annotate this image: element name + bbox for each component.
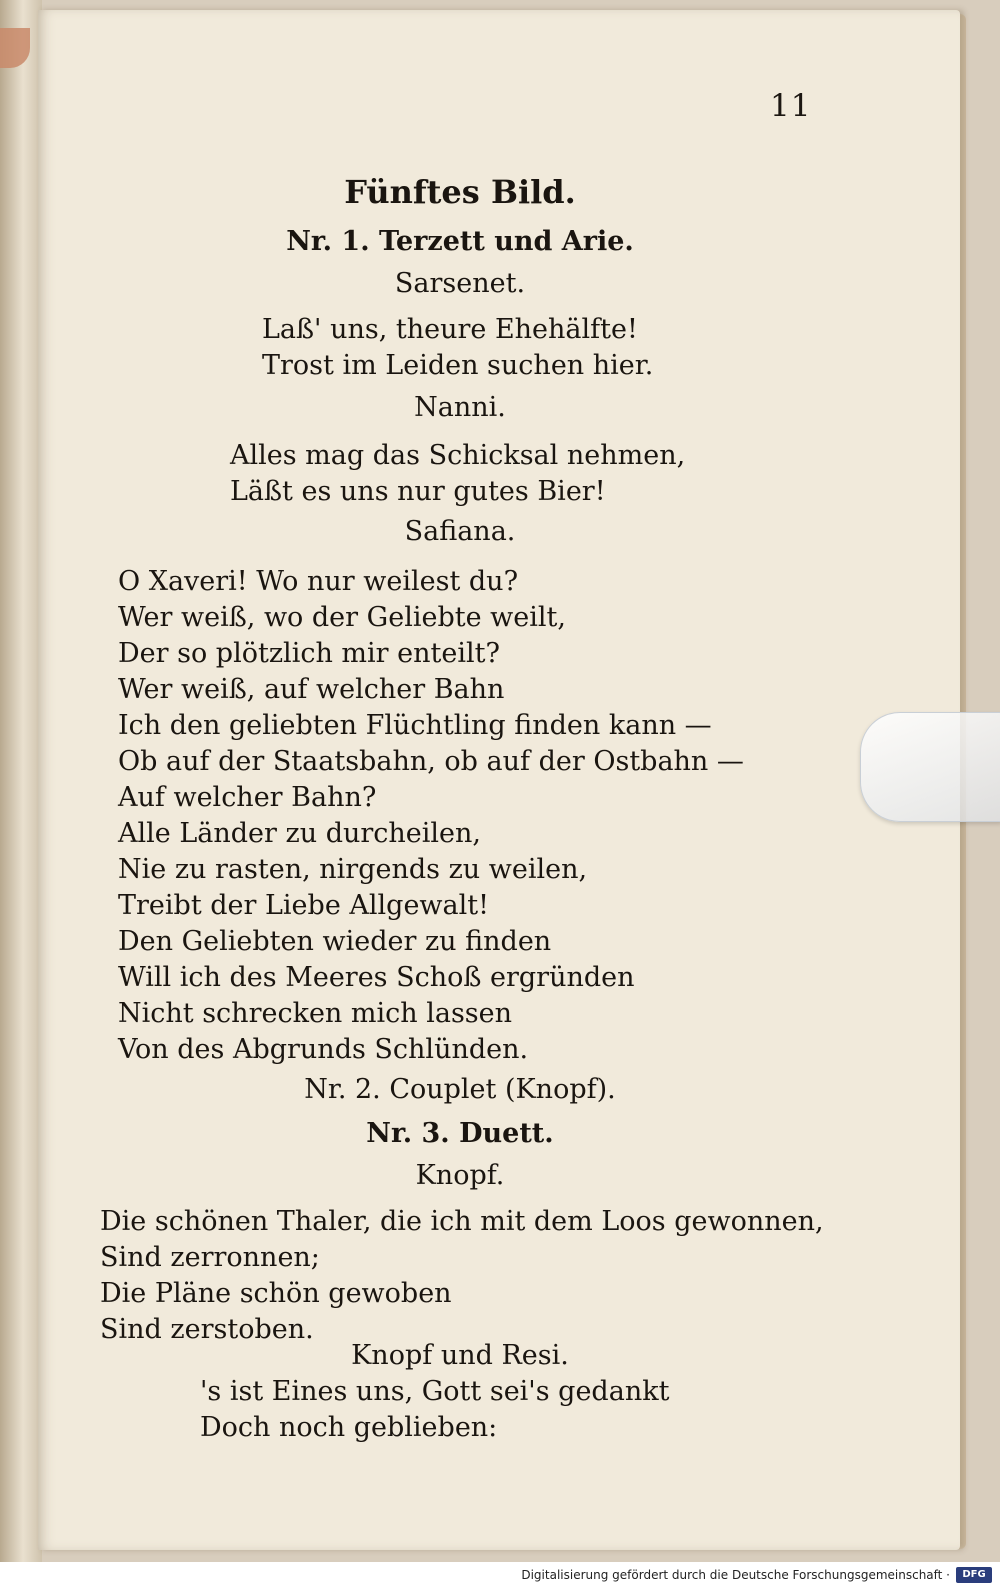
section-title-nr1: Nr. 1. Terzett und Arie.	[286, 226, 634, 257]
scene-title: Fünftes Bild.	[344, 173, 576, 211]
verse-line: Sind zerstoben.	[100, 1314, 314, 1345]
speaker-knopf-resi: Knopf und Resi.	[351, 1340, 569, 1371]
speaker-nanni: Nanni.	[414, 392, 506, 423]
footer-credit: Digitalisierung gefördert durch die Deutsche Forschungsgemeinschaft ·	[521, 1568, 950, 1582]
section-title-nr3: Nr. 3. Duett.	[366, 1118, 554, 1149]
verse-line: Auf welcher Bahn?	[118, 782, 377, 813]
verse-line: Alle Länder zu durcheilen,	[118, 818, 481, 849]
verse-line: O Xaveri! Wo nur weilest du?	[118, 566, 519, 597]
dfg-logo: DFG	[956, 1567, 992, 1583]
verse-line: Wer weiß, auf welcher Bahn	[118, 674, 505, 705]
verse-line: Läßt es uns nur gutes Bier!	[230, 476, 606, 507]
verse-line: Ich den geliebten Flüchtling finden kann —	[118, 710, 712, 741]
section-title-nr2: Nr. 2. Couplet (Knopf).	[304, 1074, 616, 1105]
previous-page-edge	[0, 0, 42, 1562]
verse-line: Ob auf der Staatsbahn, ob auf der Ostbahn —	[118, 746, 744, 777]
verse-line: Laß' uns, theure Ehehälfte!	[262, 314, 638, 345]
verse-line: Doch noch geblieben:	[200, 1412, 498, 1443]
speaker-knopf: Knopf.	[415, 1160, 505, 1191]
verse-line: Treibt der Liebe Allgewalt!	[118, 890, 489, 921]
verse-line: Von des Abgrunds Schlünden.	[118, 1034, 529, 1065]
verse-line: Alles mag das Schicksal nehmen,	[230, 440, 686, 471]
verse-line: Die Pläne schön gewoben	[100, 1278, 452, 1309]
page-number: 11	[770, 88, 812, 124]
page-clip	[860, 712, 1000, 822]
footer-bar	[0, 1562, 1000, 1589]
verse-line: Wer weiß, wo der Geliebte weilt,	[118, 602, 566, 633]
verse-line: Die schönen Thaler, die ich mit dem Loos gewonnen,	[100, 1206, 824, 1237]
verse-line: Nicht schrecken mich lassen	[118, 998, 513, 1029]
speaker-safiana: Safiana.	[404, 516, 516, 547]
verse-line: Sind zerronnen;	[100, 1242, 320, 1273]
verse-line: 's ist Eines uns, Gott sei's gedankt	[200, 1376, 670, 1407]
verse-line: Will ich des Meeres Schoß ergründen	[118, 962, 635, 993]
verse-line: Den Geliebten wieder zu finden	[118, 926, 552, 957]
verse-line: Der so plötzlich mir enteilt?	[118, 638, 500, 669]
verse-line: Nie zu rasten, nirgends zu weilen,	[118, 854, 588, 885]
verse-line: Trost im Leiden suchen hier.	[262, 350, 654, 381]
speaker-sarsenet: Sarsenet.	[394, 268, 526, 299]
